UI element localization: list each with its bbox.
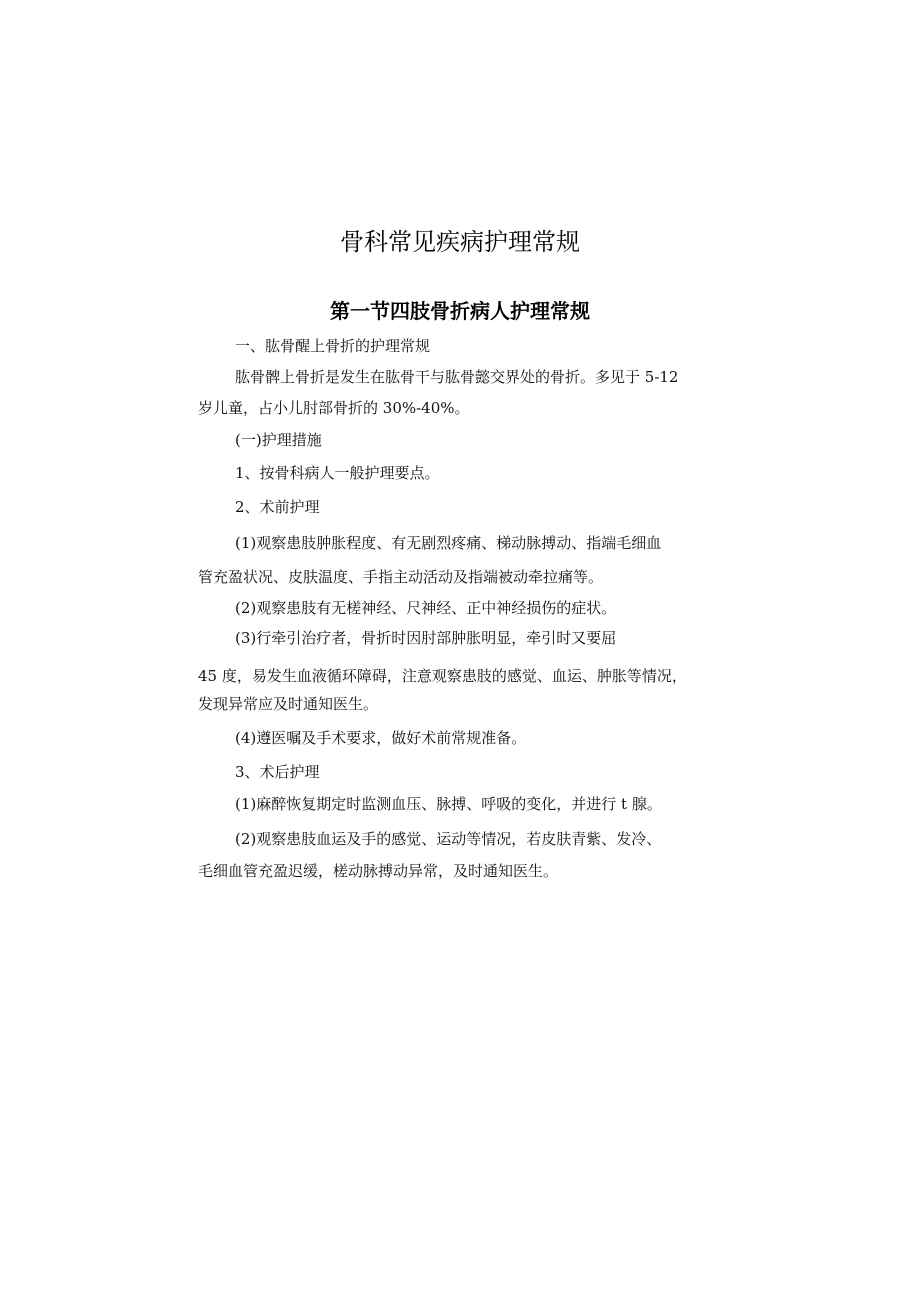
- subsection-heading: (一)护理措施: [235, 431, 322, 449]
- paragraph-line: (3)行牵引治疗者，骨折时因肘部肿胀明显，牵引时又要屈: [235, 629, 617, 647]
- paragraph-line: (1)麻醉恢复期定时监测血压、脉搏、呼吸的变化，并进行 t 腺。: [235, 795, 662, 813]
- paragraph-line: 管充盈状况、皮肤温度、手指主动活动及指端被动牵拉痛等。: [198, 568, 604, 586]
- list-item: 2、术前护理: [235, 498, 320, 516]
- paragraph-line: (2)观察患肢血运及手的感觉、运动等情况，若皮肤青紫、发冷、: [235, 830, 662, 848]
- paragraph-line: (1)观察患肢肿胀程度、有无剧烈疼痛、梯动脉搏动、指端毛细血: [235, 534, 662, 552]
- paragraph-line: (4)遵医嘱及手术要求，做好术前常规准备。: [235, 729, 527, 747]
- paragraph-line: 肱骨髀上骨折是发生在肱骨干与肱骨懿交界处的骨折。多见于 5-12: [235, 368, 679, 386]
- section-title: 第一节四肢骨折病人护理常规: [330, 299, 590, 323]
- paragraph-line: 发现异常应及时通知医生。: [198, 695, 379, 713]
- list-item: 3、术后护理: [235, 763, 320, 781]
- paragraph-line: 45 度，易发生血液循环障碍，注意观察患肢的感觉、血运、肿胀等情况，: [198, 667, 687, 685]
- paragraph-line: 岁儿童，占小儿肘部骨折的 30%-40%。: [198, 399, 470, 417]
- subsection-heading: 一、肱骨醒上骨折的护理常规: [235, 337, 431, 355]
- list-item: 1、按骨科病人一般护理要点。: [235, 464, 440, 482]
- paragraph-line: (2)观察患肢有无槎神经、尺神经、正中神经损伤的症状。: [235, 599, 617, 617]
- paragraph-line: 毛细血管充盈迟缓，槎动脉搏动异常，及时通知医生。: [198, 862, 559, 880]
- document-title: 骨科常见疾病护理常规: [340, 228, 580, 256]
